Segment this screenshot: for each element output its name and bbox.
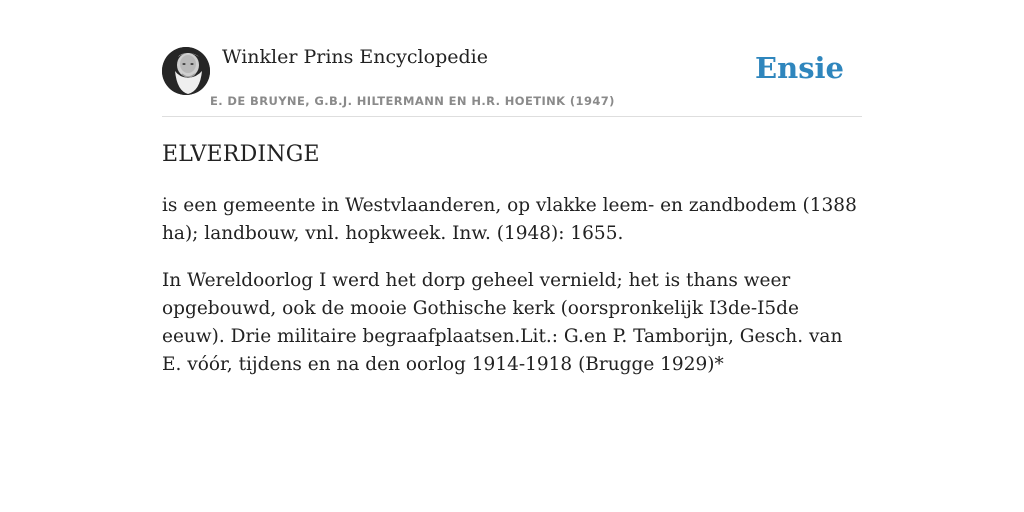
page-header: [162, 46, 862, 117]
bearded-man-portrait-icon: [162, 47, 210, 95]
encyclopedia-title[interactable]: Winkler Prins Encyclopedie: [222, 46, 488, 68]
article-paragraph: In Wereldoorlog I werd het dorp geheel vernield; het is thans weer opgebouwd, ook de mooie Gothische kerk (oorspronkelijk I3de-I5de eeuw). Drie militaire begraafplaatsen.Lit.: G.en P. Tamborijn, Gesch. van E. vóór, tijdens en na den oorlog 1914-1918 (Brugge 1929)*: [162, 270, 843, 375]
article: [162, 140, 862, 379]
article-paragraph: is een gemeente in Westvlaanderen, op vlakke leem- en zandbodem (1388 ha); landbouw, vnl. hopkweek. Inw. (1948): 1655.: [162, 195, 857, 244]
authors-line: E. DE BRUYNE, G.B.J. HILTERMANN EN H.R. HOETINK (1947): [210, 94, 615, 108]
ensie-logo[interactable]: Ensie: [755, 51, 844, 85]
article-title: ELVERDINGE: [162, 142, 320, 167]
avatar[interactable]: [162, 47, 210, 95]
